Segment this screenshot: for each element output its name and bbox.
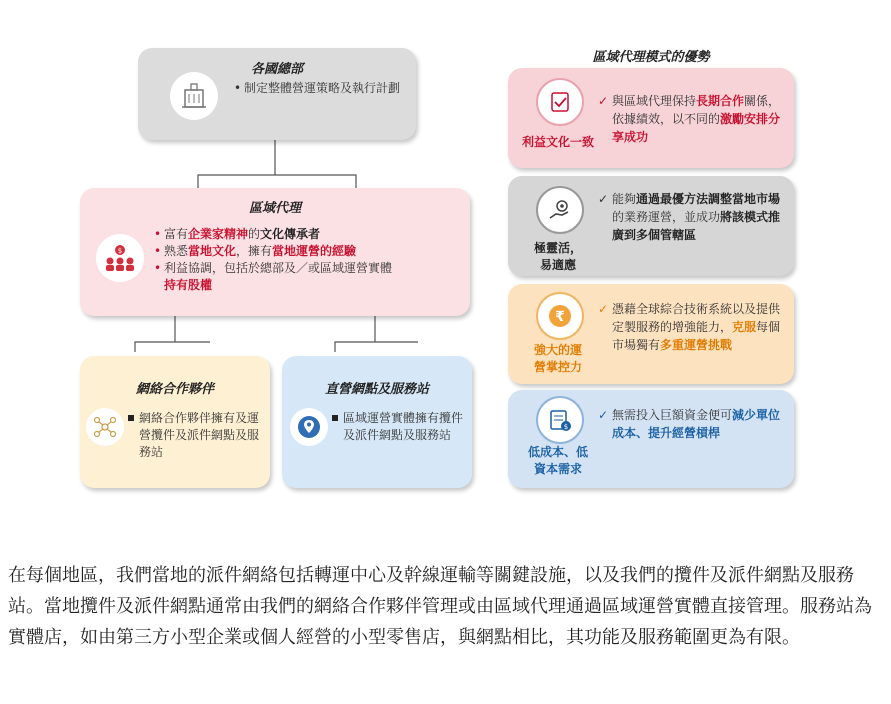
partner-title: 網絡合作夥伴 bbox=[135, 382, 214, 397]
regional-agent-box bbox=[80, 188, 470, 316]
regional-bullet-2 bbox=[154, 243, 454, 260]
adv2-label-2: 易適應 bbox=[539, 258, 576, 272]
adv2-label-1: 極靈活， bbox=[533, 241, 582, 255]
advantage-low-cost-box bbox=[508, 390, 794, 488]
advantage-low-cost-text bbox=[612, 406, 788, 442]
regional-b1-text: 富有 bbox=[164, 227, 189, 241]
hq-bullet: • 制定整體營運策略及執行計劃 bbox=[234, 80, 414, 97]
regional-bullets bbox=[154, 226, 454, 294]
adv3-label-1: 強大的運 bbox=[533, 343, 582, 357]
adv4-t1: 無需投入巨額資金便可 bbox=[612, 408, 733, 422]
regional-bullet-1 bbox=[154, 226, 454, 243]
network-partner-box bbox=[80, 356, 270, 488]
regional-b3-highlight: 持有股權 bbox=[164, 278, 213, 292]
adv2-t2: 的業務運營，並成功 bbox=[612, 210, 721, 224]
check-icon: ✓ bbox=[598, 302, 609, 316]
adv4-h1: 減少單位成本、提升經營槓桿 bbox=[612, 408, 781, 440]
advantage-control-box bbox=[508, 284, 794, 384]
people-network-icon bbox=[96, 234, 144, 282]
check-icon: ✓ bbox=[598, 94, 609, 108]
regional-b2-highlight-1: 當地文化 bbox=[188, 244, 237, 258]
adv2-t1: 能夠 bbox=[612, 192, 637, 206]
hq-box bbox=[138, 48, 416, 140]
adv3-label-2: 營掌控力 bbox=[533, 360, 582, 374]
advantage-control-text bbox=[612, 300, 788, 354]
adv3-t2: 每個市場獨有 bbox=[612, 320, 781, 352]
direct-outlets-box bbox=[282, 356, 472, 488]
adv2-h1: 通過最優方法調整當地市場 bbox=[636, 192, 781, 206]
advantage-control-label bbox=[508, 342, 608, 376]
partner-bullet: 網絡合作夥伴擁有及運營攬件及派件網點及服務站 bbox=[128, 410, 269, 461]
regional-b1-highlight-2: 文化傳承者 bbox=[260, 227, 321, 241]
currency-icon bbox=[536, 292, 584, 340]
partner-network-icon bbox=[86, 408, 124, 446]
hand-gear-icon bbox=[536, 186, 584, 234]
advantage-interest-text bbox=[612, 92, 788, 146]
body-paragraph: 在每個地區，我們當地的派件網絡包括轉運中心及幹線運輸等關鍵設施，以及我們的攬件及派件網點及服務站。當地攬件及派件網點通常由我們的網絡合作夥伴管理或由區域代理通過區域運營實體直接管理。服務站為實體店，如由第三方小型企業或個人經營的小型零售店，與網點相比，其功能及服務範圍更為有限。 bbox=[8, 565, 872, 648]
advantage-flexible-text bbox=[612, 190, 788, 244]
building-icon bbox=[170, 72, 218, 120]
check-icon: ✓ bbox=[598, 192, 609, 206]
adv1-h1: 長期合作 bbox=[696, 94, 745, 108]
advantage-flexible-box bbox=[508, 176, 794, 276]
advantage-flexible-label bbox=[508, 240, 608, 274]
check-icon: ✓ bbox=[598, 408, 609, 422]
money-document-icon bbox=[536, 396, 584, 444]
regional-b1-highlight-1: 企業家精神 bbox=[188, 227, 249, 241]
adv1-t2: 關係，依據績效，以不同的 bbox=[612, 94, 781, 126]
regional-b3-text: 利益協調，包括於總部及／或區域運營實體 bbox=[164, 261, 393, 275]
advantage-interest-label: 利益文化一致 bbox=[521, 135, 594, 149]
regional-b2-text: 熟悉 bbox=[164, 244, 189, 258]
adv3-h1: 克服 bbox=[732, 320, 757, 334]
regional-b1-mid: 的 bbox=[248, 227, 261, 241]
adv4-label-2: 資本需求 bbox=[533, 462, 582, 476]
adv3-h2: 多重運營挑戰 bbox=[660, 338, 733, 352]
svg-text:$: $ bbox=[117, 247, 123, 255]
advantages-title: 區域代理模式的優勢 bbox=[592, 50, 710, 65]
direct-bullet: 區域運營實體擁有攬件及派件網點及服務站 bbox=[332, 410, 471, 444]
hq-title: 各國總部 bbox=[250, 62, 303, 77]
advantage-interest-box bbox=[508, 68, 794, 168]
adv2-h2: 將該模式推廣到多個管轄區 bbox=[612, 210, 781, 242]
adv3-t1: 憑藉全球綜合技術系統以及提供定製服務的增強能力， bbox=[612, 302, 781, 334]
regional-title: 區域代理 bbox=[248, 201, 301, 216]
adv1-t1: 與區域代理保持 bbox=[612, 94, 697, 108]
direct-title: 直營網點及服務站 bbox=[324, 382, 429, 397]
regional-bullet-3 bbox=[154, 260, 454, 294]
regional-b2-highlight-2: 當地運營的經驗 bbox=[272, 244, 357, 258]
regional-b2-mid: ，擁有 bbox=[236, 244, 273, 258]
adv4-label-1: 低成本、低 bbox=[527, 445, 588, 459]
handshake-icon bbox=[536, 78, 584, 126]
location-pin-icon bbox=[290, 408, 328, 446]
advantage-low-cost-label bbox=[508, 444, 608, 478]
svg-text:₹: ₹ bbox=[555, 309, 565, 325]
svg-text:$: $ bbox=[563, 423, 569, 431]
adv1-h2: 激勵安排分享成功 bbox=[612, 112, 781, 144]
